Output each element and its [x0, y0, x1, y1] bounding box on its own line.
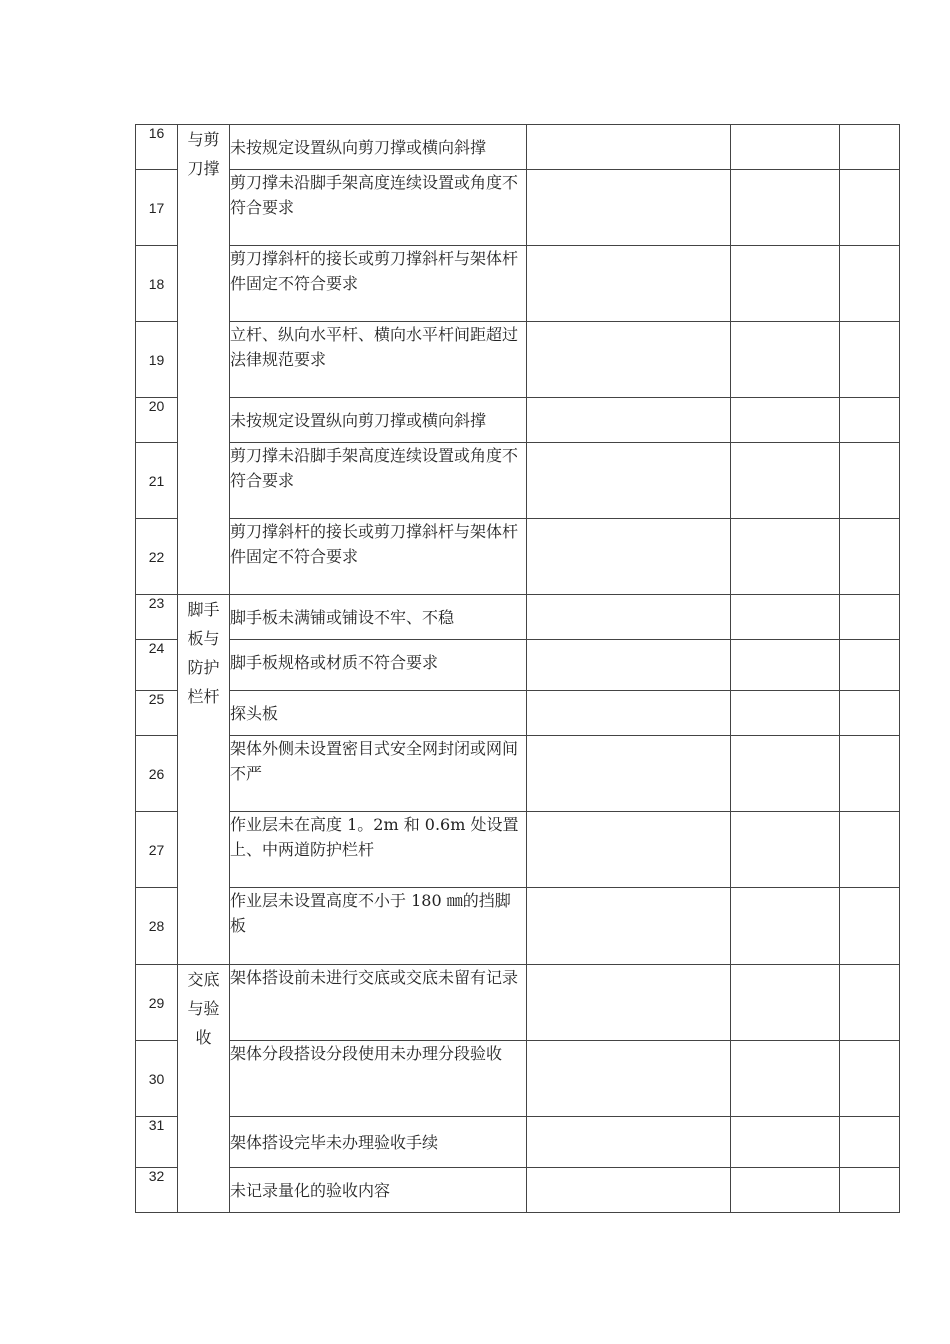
blank-cell	[527, 595, 731, 640]
check-item: 作业层未设置高度不小于 180 ㎜的挡脚板	[230, 888, 527, 965]
category-label: 与剪 刀撑	[187, 130, 220, 178]
blank-cell	[527, 125, 731, 170]
table-row	[136, 888, 900, 965]
row-number: 29	[136, 965, 178, 1041]
row-number: 26	[136, 736, 178, 812]
blank-cell	[840, 595, 900, 640]
category-cell	[178, 965, 230, 1213]
blank-cell	[840, 640, 900, 691]
blank-cell	[527, 691, 731, 736]
blank-cell	[731, 595, 840, 640]
blank-cell	[527, 170, 731, 246]
blank-cell	[840, 398, 900, 443]
check-item: 架体外侧未设置密目式安全网封闭或网间不严	[230, 736, 527, 812]
check-item: 未按规定设置纵向剪刀撑或横向斜撑	[230, 398, 527, 443]
blank-cell	[527, 888, 731, 965]
check-item: 脚手板规格或材质不符合要求	[230, 640, 527, 691]
blank-cell	[840, 125, 900, 170]
blank-cell	[527, 1041, 731, 1117]
category-cell	[178, 595, 230, 965]
check-item: 未按规定设置纵向剪刀撑或横向斜撑	[230, 125, 527, 170]
blank-cell	[840, 322, 900, 398]
blank-cell	[840, 812, 900, 888]
row-number: 28	[136, 888, 178, 965]
blank-cell	[731, 888, 840, 965]
blank-cell	[840, 736, 900, 812]
table-row	[136, 736, 900, 812]
table-row	[136, 322, 900, 398]
blank-cell	[731, 398, 840, 443]
row-number: 25	[136, 691, 178, 736]
blank-cell	[731, 1168, 840, 1213]
blank-cell	[840, 965, 900, 1041]
blank-cell	[731, 170, 840, 246]
category-label: 交底 与验 收	[187, 970, 220, 1047]
row-number: 31	[136, 1117, 178, 1168]
table-row	[136, 1168, 900, 1213]
blank-cell	[840, 443, 900, 519]
blank-cell	[527, 640, 731, 691]
table-row	[136, 125, 900, 170]
blank-cell	[527, 322, 731, 398]
table-row	[136, 595, 900, 640]
blank-cell	[731, 125, 840, 170]
blank-cell	[527, 398, 731, 443]
row-number: 23	[136, 595, 178, 640]
blank-cell	[527, 443, 731, 519]
blank-cell	[840, 246, 900, 322]
table-row	[136, 443, 900, 519]
blank-cell	[527, 1117, 731, 1168]
blank-cell	[527, 1168, 731, 1213]
table-row	[136, 519, 900, 595]
row-number: 24	[136, 640, 178, 691]
inspection-table	[135, 124, 900, 1213]
blank-cell	[840, 888, 900, 965]
blank-cell	[840, 691, 900, 736]
row-number: 20	[136, 398, 178, 443]
check-item: 探头板	[230, 691, 527, 736]
blank-cell	[840, 1041, 900, 1117]
check-item: 立杆、纵向水平杆、横向水平杆间距超过法律规范要求	[230, 322, 527, 398]
blank-cell	[527, 736, 731, 812]
row-number: 30	[136, 1041, 178, 1117]
table-row	[136, 170, 900, 246]
check-item: 架体搭设完毕未办理验收手续	[230, 1117, 527, 1168]
blank-cell	[731, 443, 840, 519]
blank-cell	[840, 519, 900, 595]
table-row	[136, 812, 900, 888]
blank-cell	[731, 965, 840, 1041]
row-number: 18	[136, 246, 178, 322]
row-number: 22	[136, 519, 178, 595]
category-cell	[178, 125, 230, 595]
check-item: 架体搭设前未进行交底或交底未留有记录	[230, 965, 527, 1041]
check-item: 架体分段搭设分段使用未办理分段验收	[230, 1041, 527, 1117]
blank-cell	[840, 170, 900, 246]
category-label: 脚手 板与 防护 栏杆	[187, 600, 220, 706]
check-item: 作业层未在高度 1。2m 和 0.6m 处设置上、中两道防护栏杆	[230, 812, 527, 888]
table-row	[136, 1041, 900, 1117]
blank-cell	[731, 322, 840, 398]
blank-cell	[731, 246, 840, 322]
table-row	[136, 640, 900, 691]
table-row	[136, 398, 900, 443]
check-item: 脚手板未满铺或铺设不牢、不稳	[230, 595, 527, 640]
blank-cell	[527, 812, 731, 888]
row-number: 17	[136, 170, 178, 246]
blank-cell	[731, 640, 840, 691]
table-row	[136, 965, 900, 1041]
blank-cell	[731, 1117, 840, 1168]
row-number: 16	[136, 125, 178, 170]
check-item: 剪刀撑斜杆的接长或剪刀撑斜杆与架体杆件固定不符合要求	[230, 246, 527, 322]
check-item: 剪刀撑未沿脚手架高度连续设置或角度不符合要求	[230, 443, 527, 519]
blank-cell	[840, 1168, 900, 1213]
blank-cell	[731, 1041, 840, 1117]
check-item: 剪刀撑未沿脚手架高度连续设置或角度不符合要求	[230, 170, 527, 246]
blank-cell	[840, 1117, 900, 1168]
blank-cell	[731, 812, 840, 888]
table-row	[136, 1117, 900, 1168]
table-row	[136, 246, 900, 322]
check-item: 未记录量化的验收内容	[230, 1168, 527, 1213]
row-number: 32	[136, 1168, 178, 1213]
blank-cell	[731, 736, 840, 812]
table-row	[136, 691, 900, 736]
blank-cell	[731, 691, 840, 736]
row-number: 19	[136, 322, 178, 398]
check-item: 剪刀撑斜杆的接长或剪刀撑斜杆与架体杆件固定不符合要求	[230, 519, 527, 595]
blank-cell	[527, 965, 731, 1041]
row-number: 27	[136, 812, 178, 888]
blank-cell	[527, 519, 731, 595]
blank-cell	[731, 519, 840, 595]
row-number: 21	[136, 443, 178, 519]
blank-cell	[527, 246, 731, 322]
